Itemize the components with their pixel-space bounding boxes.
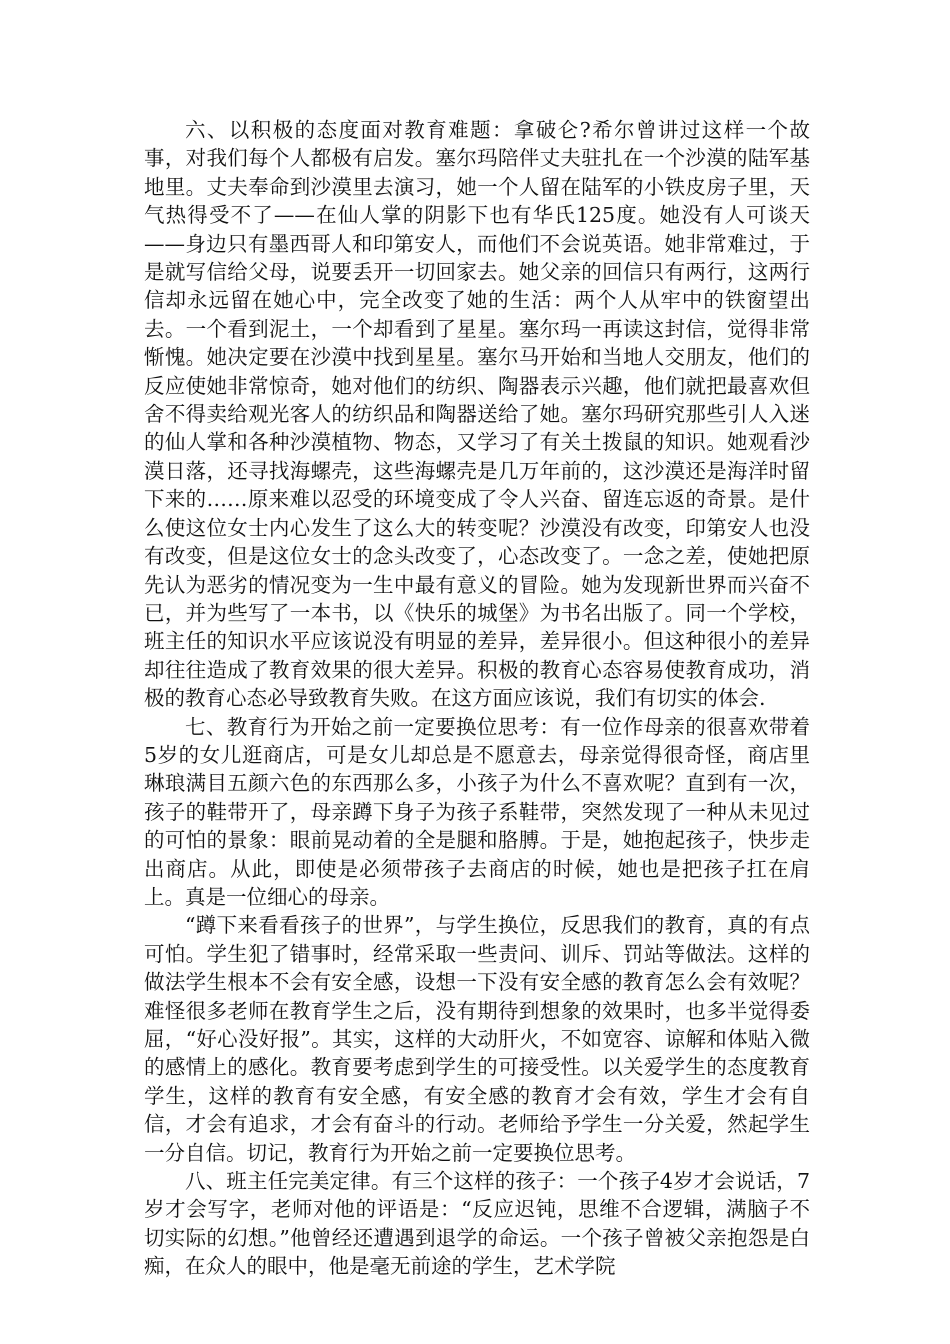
paragraph-section-six: 六、以积极的态度面对教育难题：拿破仑?希尔曾讲过这样一个故事，对我们每个人都极有启发。塞尔玛陪伴丈夫驻扎在一个沙漠的陆军基地里。丈夫奉命到沙漠里去演习，她一个人留在陆军的小铁皮房子里，天气热得受不了——在仙人掌的阴影下也有华氏125度。她没有人可谈天——身边只有墨西哥人和印第安人，而他们不会说英语。她非常难过，于是就写信给父母，说要丢开一切回家去。她父亲的回信只有两行，这两行信却永远留在她心中，完全改变了她的生活：两个人从牢中的铁窗望出去。一个看到泥土，一个却看到了星星。塞尔玛一再读这封信，觉得非常惭愧。她决定要在沙漠中找到星星。塞尔马开始和当地人交朋友，他们的反应使她非常惊奇，她对他们的纺织、陶器表示兴趣，他们就把最喜欢但舍不得卖给观光客人的纺织品和陶器送给了她。塞尔玛研究那些引人入迷的仙人掌和各种沙漠植物、物态，又学习了有关土拨鼠的知识。她观看沙漠日落，还寻找海螺壳，这些海螺壳是几万年前的，这沙漠还是海洋时留下来的……原来难以忍受的环境变成了令人兴奋、留连忘返的奇景。是什么使这位女士内心发生了这么大的转变呢？沙漠没有改变，印第安人也没有改变，但是这位女士的念头改变了，心态改变了。一念之差，使她把原先认为恶劣的情况变为一生中最有意义的冒险。她为发现新世界而兴奋不已，并为些写了一本书，以《快乐的城堡》为书名出版了。同一个学校，班主任的知识水平应该说没有明显的差异，差异很小。但这种很小的差异却往往造成了教育效果的很大差异。积极的教育心态容易使教育成功，消极的教育心态必导致教育失败。在这方面应该说，我们有切实的体会. bbox=[144, 118, 810, 711]
document-body bbox=[144, 116, 810, 1281]
paragraph-section-eight: 八、班主任完美定律。有三个这样的孩子：一个孩子4岁才会说话，7岁才会写字，老师对他的评语是：“反应迟钝，思维不合逻辑，满脑子不切实际的幻想。”他曾经还遭遇到退学的命运。一个孩子曾被父亲抱怨是白痴，在众人的眼中，他是毫无前途的学生，艺术学院 bbox=[144, 1169, 810, 1279]
paragraph-section-seven: 七、教育行为开始之前一定要换位思考：有一位作母亲的很喜欢带着5岁的女儿逛商店，可是女儿却总是不愿意去，母亲觉得很奇怪，商店里琳琅满目五颜六色的东西那么多，小孩子为什么不喜欢呢？直到有一次，孩子的鞋带开了，母亲蹲下身子为孩子系鞋带，突然发现了一种从未见过的可怕的景象：眼前晃动着的全是腿和胳膊。于是，她抱起孩子，快步走出商店。从此，即使是必须带孩子去商店的时候，她也是把孩子扛在肩上。真是一位细心的母亲。 bbox=[144, 714, 810, 909]
paragraph-perspective-reflection: “蹲下来看看孩子的世界”，与学生换位，反思我们的教育，真的有点可怕。学生犯了错事时，经常采取一些责问、训斥、罚站等做法。这样的做法学生根本不会有安全感，设想一下没有安全感的教育怎么会有效呢？难怪很多老师在教育学生之后，没有期待到想象的效果时，也多半觉得委屈，“好心没好报”。其实，这样的大动肝火，不如宽容、谅解和体贴入微的感情上的感化。教育要考虑到学生的可接受性。以关爱学生的态度教育学生，这样的教育有安全感，有安全感的教育才会有效，学生才会有自信，才会有追求，才会有奋斗的行动。老师给予学生一分关爱，然起学生一分自信。切记，教育行为开始之前一定要换位思考。 bbox=[144, 913, 810, 1165]
